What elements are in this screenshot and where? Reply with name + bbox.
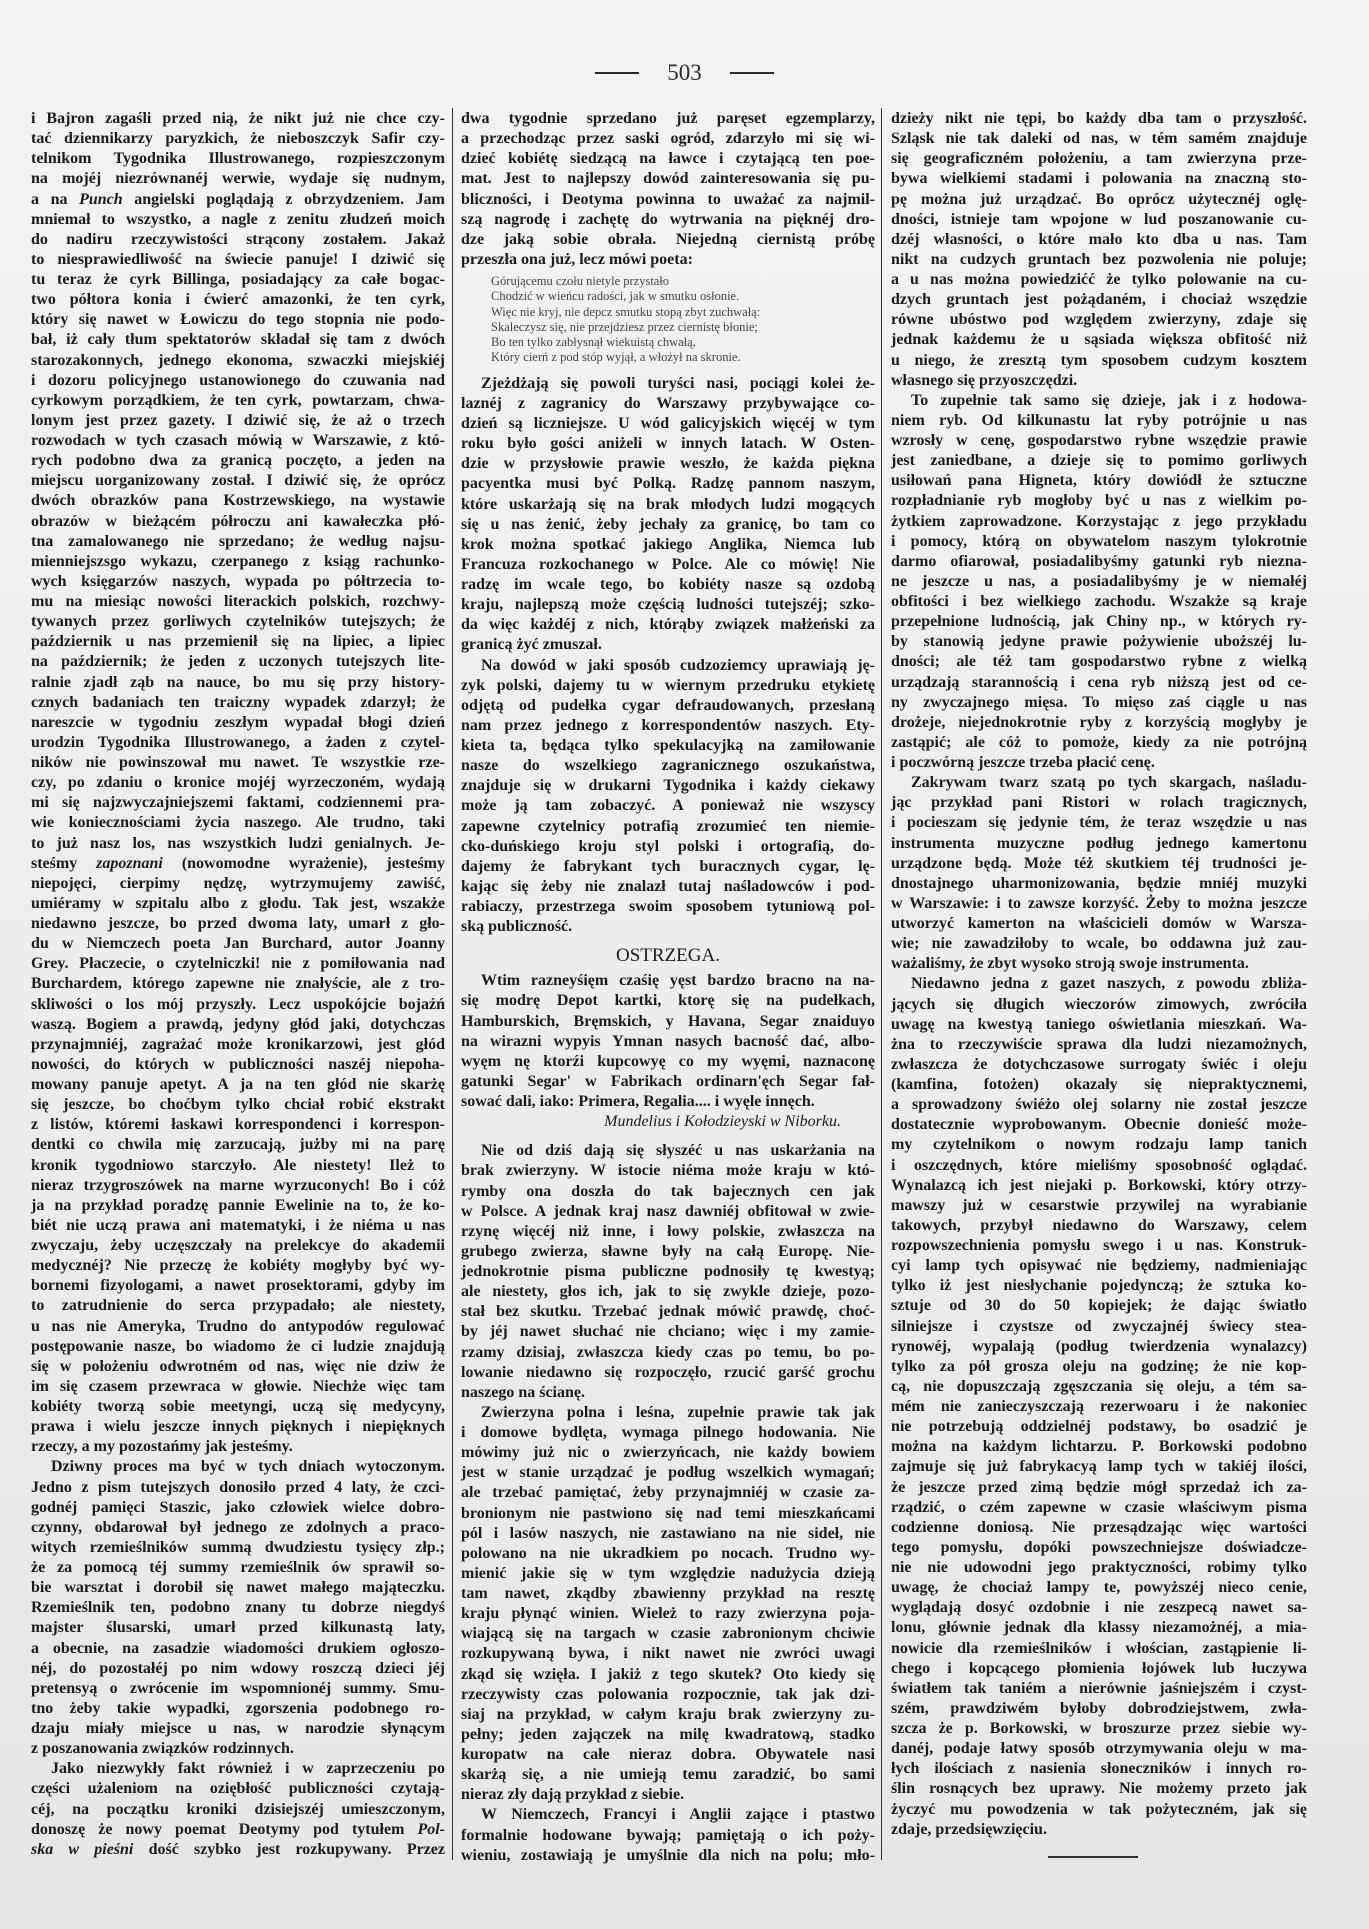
text-segment: donoszę że nowy poemat Deotymy pod tytułem: [31, 1820, 418, 1838]
text-line: Chodzić w wieńcu radości, jak w smutku osłonie.: [491, 289, 740, 304]
article-end-rule: [1048, 1856, 1138, 1858]
text-line: rynowéj, wypalają (podług twierdzenia wynalazcy): [891, 1337, 1307, 1355]
text-line: mi się najzwyczajniejszemi faktami, codziennemi pra-: [31, 794, 445, 812]
text-line: rozpładnianie ryb mogłoby być u nas z wielkim po-: [891, 492, 1307, 510]
text-line: [31, 1840, 445, 1860]
text-line: szą nagrodę i zachętę do wytrwania na pięknéj dro-: [461, 210, 875, 228]
text-line: ralnie zjadł ząb na nauce, bo mu się przy history-: [31, 673, 445, 691]
text-line: dzaju miały miejsce u nas, w narodzie słynącym: [31, 1720, 445, 1737]
text-line: Szląsk nie tak daleki od nas, w tém samém znajduje: [891, 130, 1307, 148]
text-line: na październik; że jeden z uczonych tutejszych lite-: [31, 653, 445, 671]
text-line: jest zaniedbane, a dzieje się to pomimo gorliwych: [891, 452, 1307, 470]
text-line: rozwodach w tych czasach mówią w Warszawie, z któ-: [31, 432, 445, 449]
text-line: mienić jakie się w tym względzie nadużycia dzieją: [461, 1564, 875, 1582]
text-segment: steśmy: [31, 854, 97, 872]
text-line: nie nie udowodni jego praktyczności, robimy tylko: [891, 1559, 1307, 1576]
text-line: Jako niezwykły fakt również i w zaprzeczeniu po: [51, 1760, 445, 1778]
paragraph: [461, 971, 875, 1112]
text-line: cyrkowym porządkiem, że ten cyrk, powtarzam, chwa-: [31, 391, 445, 409]
text-line: nasze do wszelkiego zagranicznego oszukaństwa,: [461, 757, 875, 775]
paragraph: [891, 773, 1307, 974]
text-line: i pomocy, którą on obywatelom naszym tylokrotnie: [891, 532, 1307, 550]
text-line: z poszanowania związków rodzinnych.: [31, 1740, 294, 1758]
text-line: two półtora konia i ćwierć amazonki, że ten cyrk,: [31, 291, 445, 309]
text-line: Zakrywam twarz szatą po tych skargach, naśladu-: [911, 774, 1307, 792]
text-line: dności, istnieje tam wpojone w lud poszanowanie cu-: [891, 210, 1307, 228]
text-line: ny zwyczajnego mięsa. To mięso zaś ciągle u nas: [891, 693, 1307, 711]
text-line: mówimy już nic o zwierzyńcach, nie każdy bowiem: [461, 1444, 875, 1462]
text-line: silniejsze i czystsze od zwyczajnéj świecy stea-: [891, 1317, 1307, 1335]
text-line: mat. Jest to najlepszy dowód zainteresowania się pu-: [461, 170, 875, 188]
text-line: części użaleniom na oziębłość publiczności czytają-: [31, 1780, 445, 1798]
column-divider: [452, 108, 453, 1860]
text-line: zkąd się wzięła. I jakiż z tego skutek? Oto kiedy się: [461, 1665, 875, 1683]
text-line: sować dali, iako: Primera, Regalia.... i wyęle innęch.: [461, 1093, 815, 1111]
text-line: granicą żyć zmuszał.: [461, 636, 602, 654]
text-line: czynny, obdarował był jednego ze zdolnych a praco-: [31, 1518, 445, 1536]
text-line: i oszczędnych, które mieliśmy sposobność oglądać.: [891, 1156, 1307, 1174]
text-line: usiłowań pana Higneta, który dowiódł że sztuczne: [891, 472, 1307, 490]
text-line: tylko iż jest niesłychanie pojedynczą; że sztuka ko-: [891, 1277, 1307, 1295]
text-line: wie koniecznościami życia naszego. Ale trudno, taki: [31, 814, 445, 832]
text-line: codzienne doniosą. Nie przesądzając więc wartości: [891, 1518, 1307, 1536]
text-line: umiéramy w szpitalu albo z głodu. Tak jest, wszakże: [31, 894, 445, 912]
text-line: i dozoru policyjnego ustanowionego do czuwania nad: [31, 371, 445, 389]
text-line: urządzone będą. Może téż skutkiem téj trudności je-: [891, 854, 1307, 872]
text-line: własnego się przyoszczędzi.: [891, 371, 1078, 389]
text-line: lowanie niedawno się rozpoczęło, rzucić garść grochu: [461, 1363, 875, 1381]
text-line: W Niemczech, Francyi i Anglii zające i ptastwo: [481, 1806, 875, 1824]
header-dash-left: [595, 72, 639, 74]
text-line: miejscu uorganizowany został. I dziwić się, że oprócz: [31, 472, 445, 490]
text-line: a sprowadzony świéżo olej solarny nie został jeszcze: [891, 1096, 1307, 1114]
text-line: krok można spotkać jakiego Anglika, Niemca lub: [461, 535, 875, 553]
text-line: kobiéty tworzą sobie meetyngi, uczą się medycyny,: [31, 1398, 445, 1415]
text-line: To zupełnie tak samo się dzieje, jak i z hodowa-: [911, 391, 1307, 409]
text-line: brak zwierzyny. W istocie niéma może kraju w któ-: [461, 1162, 875, 1180]
text-line: rzeczywisty czas polowania rozpocznie, tak jak dzi-: [461, 1685, 875, 1703]
text-line: zapewne czytelnicy potrafią zrozumieć ten niemie-: [461, 817, 875, 835]
text-line: mienniejszsgo wykazu, czerpanego z ksiąg rachunko-: [31, 552, 445, 570]
text-line: dzieć kobiétę siedzącą na ławce i czytającą ten poe-: [461, 150, 875, 168]
text-line: że jeszcze przed zimą będzie mógł sprzedaż ich za-: [891, 1478, 1307, 1496]
text-line: który się nawet w Łowiczu do tego stopnia nie podo-: [31, 311, 445, 329]
text-line: światłem tak taniém a nierównie jaśniejszém i czyst-: [891, 1679, 1307, 1697]
text-line: żna to rzeczywiście sprawa dla ludzi niezamożnych,: [891, 1035, 1307, 1053]
text-line: Francuza rozkochanego w Polce. Ale co mówię! Nie: [461, 555, 875, 573]
text-line: by jéj nawet słuchać nie chciano; więc i my zamie-: [461, 1323, 875, 1341]
text-line: w Warszawie: i to zawsze korzyść. Żeby to można jeszcze: [891, 894, 1307, 912]
text-line: nieraz zły dają przykład z siebie.: [461, 1786, 685, 1804]
text-line: naszego na ścianę.: [461, 1383, 585, 1401]
text-line: cko-duńskiego kroju styl polski i ortografią, do-: [461, 837, 875, 855]
text-line: rozkupywaną bywa, i nikt nawet nie zwróci uwagi: [461, 1645, 875, 1663]
text-line: lonu, głównie jednak dla klassy niezamożnéj, a mia-: [891, 1619, 1307, 1637]
text-line: życzyć mu powodzenia w tak pożyteczném, jak się: [891, 1800, 1307, 1818]
text-line: i poczwórną jeszcze trzeba płacić cenę.: [891, 754, 1155, 771]
text-line: z listów, któremi łaskawi korrespondenci i korrespon-: [31, 1116, 445, 1134]
text-line: zwyczaju, żeby uczęszczały na prelekcye do akademii: [31, 1237, 445, 1254]
text-line: tno żeby takie wypadki, zgorszenia podobnego ro-: [31, 1699, 445, 1717]
text-line: mawszy już w cesarstwie przywilej na wyrabianie: [891, 1196, 1307, 1214]
text-line: Wtim razneyśięm czaśię yęst bardzo bracno na na-: [481, 972, 875, 990]
text-line: do nadiru rzeczywistości strącony zostałem. Jakaż: [31, 230, 445, 248]
text-line: przeszła ona już, lecz mówi poeta:: [461, 250, 693, 268]
text-line: telnikom Tygodnika Illustrowanego, rozpieszczonym: [31, 150, 445, 168]
text-line: przepełnione ludnością, jak Chiny np., w których ry-: [891, 613, 1307, 631]
text-line: nowicie dla rzemieślników i włościan, zastąpienie li-: [891, 1639, 1307, 1657]
text-line: dzych gruntach jest pożądaném, i chociaż wszędzie: [891, 291, 1307, 309]
text-line: zajmuje się już fabrykacyą lamp tych w takiéj ilości,: [891, 1458, 1307, 1476]
text-line: bie warsztat i dorobił się nawet małego mająteczku.: [31, 1579, 445, 1597]
text-line: ja na przykład poradzę pannie Ewelinie na to, że ko-: [31, 1196, 445, 1214]
text-line: jąc przykład pani Ristori w rolach tragicznych,: [891, 794, 1307, 812]
text-line: szém, prawdziwém byłoby dobrodziejstwem, zwła-: [891, 1699, 1307, 1717]
text-line: Nie od dziś dają się słyszéć u nas uskarżania na: [481, 1142, 875, 1160]
text-line: Dziwny proces ma być w tych dniach wytoczonym.: [51, 1458, 445, 1476]
text-line: i pocieszam się jedynie tém, że teraz wszędzie u nas: [891, 814, 1307, 832]
section-heading: [461, 941, 875, 971]
text-line: kronik tygodniowo starczyło. Ale niestety! Ileż to: [31, 1156, 445, 1174]
text-line: a u nas można powiedzićć że tylko polowanie na cu-: [891, 271, 1307, 288]
text-line: pacyentka musi być Polką. Radzę pannom naszym,: [461, 475, 875, 493]
text-line: rzeczy, a my pozostańmy jak jesteśmy.: [31, 1438, 293, 1456]
text-line: gatunki Segar' w Fabrikach ordinarn'ęch Segar fał-: [461, 1072, 875, 1090]
text-line: dostatecznie wyprobowanym. Obecnie donieść może-: [891, 1116, 1307, 1134]
text-line: Który cierń z pod stóp wyjął, a włożył na skronie.: [491, 350, 741, 365]
text-segment: (nowomodne wyrażenie), jesteśmy: [162, 854, 446, 872]
text-line: dności; ale téż tam gospodarstwo rybne z wielką: [891, 653, 1307, 671]
text-line: siaj na przykład, w całym kraju brak zwierzyny zu-: [461, 1705, 875, 1723]
text-line: niepojęci, cierpimy nędzę, wytrzymujemy zawiść,: [31, 874, 445, 892]
text-line: ale trzebać pamiętać, żeby przynajmniéj w czasie za-: [461, 1484, 875, 1502]
text-line: nie potrzebują oddzielnéj podstawy, bo osadzić je: [891, 1418, 1307, 1436]
text-line: niedawno jeszcze, bo przed dwoma laty, umarł z gło-: [31, 915, 445, 932]
text-line: cznych badaniach ten traiczny wypadek zdarzył; że: [31, 693, 445, 711]
text-line: się u nas żenić, żeby jechały za granicę, bo tam co: [461, 515, 875, 533]
text-line: rozpowszechnienia pomysłu swego i u nas. Konstruk-: [891, 1237, 1307, 1254]
text-line: skliwości o los mój przyszły. Lecz uspokójcie bojaźń: [31, 995, 445, 1013]
text-line: pól i lasów naszych, nie zastawiano na nie sideł, nie: [461, 1524, 875, 1542]
text-line: Zjeżdżają się powoli turyści nasi, pociągi kolei że-: [481, 374, 875, 392]
text-line: wie; nie zawadziłoby to wcale, bo oddawna już zau-: [891, 935, 1307, 953]
text-line: bywa wielkiemi stadami i polowania na znaczną sto-: [891, 170, 1307, 188]
text-line: kając się żeby nie znalazł tutaj naśladowców i pod-: [461, 877, 875, 895]
text-line: żytkiem zaprowadzone. Korzystając z jego przykładu: [891, 512, 1307, 530]
text-line: bronionym nie pastwiono się nad temi mieszkańcami: [461, 1504, 875, 1522]
text-line: jednak każdemu że u sąsiada większa obfitość niż: [891, 331, 1307, 349]
text-line: Burchardem, którego zapewne nie znałyście, ale z tro-: [31, 975, 445, 993]
text-line: dzieży nikt nie tępi, bo każdy dba tam o przyszłość.: [891, 110, 1307, 127]
text-line: biét nie uczą prawa ani matematyki, i że niéma u nas: [31, 1216, 445, 1234]
text-line: ne jeszcze u nas, a posiadalibyśmy je w niemałéj: [891, 572, 1307, 590]
text-line: postępowanie nasze, bo wiadomo że ci ludzie znajdują: [31, 1337, 445, 1355]
text-line: u niego, że zresztą tym sposobem cudzym kosztem: [891, 351, 1307, 369]
signature: [461, 1112, 875, 1132]
text-line: by stanowią jedyne prawie pożywienie uboższéj lu-: [891, 633, 1307, 651]
text-line: my czytelnikom o nowym rodzaju lamp tanich: [891, 1136, 1307, 1154]
text-line: Zwierzyna polna i leśna, zupełnie prawie tak jak: [481, 1403, 875, 1421]
text-line: ważaliśmy, że zbyt wysoko stroją swoje instrumenta.: [891, 955, 1249, 973]
text-line: Wynalazcą ich jest niejaki p. Borkowski, który otrzy-: [891, 1176, 1307, 1194]
text-line: nikt na cudzych gruntach bez pozwolenia nie poluje;: [891, 250, 1307, 268]
text-line: obrazów w bieżącém półroczu ani kawałeczka płó-: [31, 512, 445, 530]
column-divider: [881, 108, 882, 1860]
paragraph: [31, 109, 445, 1457]
text-line: waszą. Bogiem a prawdą, jedyny głód jaki, dotychczas: [31, 1015, 445, 1033]
text-line: odjętą od pudełka cygar defraudowanych, przesłaną: [461, 696, 875, 714]
text-line: uwagę, że chociaż lampy te, powyższéj nieco cenie,: [891, 1579, 1307, 1597]
text-line: jących się długich wieczorów zimowych, zwróciła: [891, 995, 1307, 1013]
text-line: tego pomysłu, dopóki powszechniejsze doświadcze-: [891, 1538, 1307, 1556]
text-line: sztuje od 30 do 50 kopiejek; że dając światło: [891, 1297, 1307, 1315]
text-line: Jedno z pism tutejszych donosiło przed 4 laty, że czci-: [31, 1478, 445, 1496]
paragraph: [891, 974, 1307, 1839]
text-line: Więc nie kryj, nie depcz smutku stopą zbyt zuchwałą:: [491, 304, 761, 319]
text-line: można na każdym lichtarzu. P. Borkowski podobno: [891, 1438, 1307, 1456]
text-line: październik u nas przemienił się na lipiec, a lipiec: [31, 633, 445, 651]
text-line: łych ilościach z nasienia słoneczników i innych ro-: [891, 1760, 1307, 1778]
text-line: Niedawno jedna z gazet naszych, z powodu zbliża-: [911, 975, 1307, 993]
text-line: dentki co chwila mię zarzucają, jużby mi na parę: [31, 1136, 445, 1154]
text-line: néj, do pozostałéj po nim wdowy roszczą dzieci jéj: [31, 1659, 445, 1677]
text-line: bornemi fizyologami, a nawet prosektorami, gdyby im: [31, 1277, 445, 1295]
page-header: [0, 60, 1369, 88]
paragraph: [891, 109, 1307, 391]
text-line: się w położeniu odwrotném od nas, więc nie dziw że: [31, 1357, 445, 1375]
text-line: zwłaszcza że dotychczasowe surrogaty świéc i oleju: [891, 1055, 1307, 1073]
text-line: cyi lamp tych opisywać nie będziemy, nadmieniając: [891, 1257, 1307, 1275]
text-line: lonym jest przez gazety. I dziwić się, że aż o trzech: [31, 411, 445, 429]
text-line: Górującemu czołu nietyle przystało: [491, 274, 670, 288]
column-2: [461, 109, 875, 1866]
text-segment: a na: [31, 190, 80, 208]
text-line: a przechodząc przez saski ogród, zdarzyło mi się wi-: [461, 130, 875, 148]
text-line: [31, 1820, 445, 1840]
text-line: polowano na nie ukradkiem po nocach. Trudno wy-: [461, 1544, 875, 1562]
text-line: wyglądają dosyć ozdobnie i nie zeszpecą nawet sa-: [891, 1599, 1307, 1617]
text-line: dzie w przysłowie prawie weszło, że każda piękna: [461, 455, 875, 473]
text-line: majster ślusarski, umarł przed kilkunastą laty,: [31, 1619, 445, 1637]
text-line: starozakonnych, jednego ekonoma, szwaczki miejskiéj: [31, 351, 445, 369]
text-line: to niesprawiedliwość na świecie panuje! I dziwić się: [31, 250, 445, 268]
text-line: darmo ofiarował, posiadalibyśmy gatunki ryb niezna-: [891, 552, 1307, 570]
text-line: rzamy dzisiaj, zwłaszcza kiedy czas po temu, bo po-: [461, 1343, 875, 1361]
text-line: wiającą się na targach w czasie zabronionym chciwie: [461, 1625, 875, 1643]
text-line: zyk polski, dajemy tu w wiernym przedruku etykietę: [461, 676, 875, 694]
text-line: dnostajnego uharmonizowania, będzie mniéj muzyki: [891, 874, 1307, 892]
paragraph: [461, 109, 875, 270]
text-line: szcza że p. Borkowski, w broszurze przez siebie wy-: [891, 1720, 1307, 1737]
text-line: zdaje, przedsięwzięciu.: [891, 1820, 1047, 1838]
text-line: pę można już urządzać. Bo oprócz użytecznéj oglę-: [891, 190, 1307, 208]
paragraph: [461, 656, 875, 938]
text-line: Mundelius i Kołodzieyski w Niborku.: [604, 1113, 841, 1131]
text-line: to już nasz los, nas wszystkich ludzi genialnych. Je-: [31, 834, 445, 852]
text-line: kraju płynąć winien. Wieleż to razy zwierzyna poja-: [461, 1605, 875, 1623]
text-line: grubego zwierza, sławne były na całą Europę. Nie-: [461, 1242, 875, 1260]
text-line: formalnie hodowane bywają; pamiętają o ich poży-: [461, 1826, 875, 1844]
text-line: tna zamalowanego nie sprzedano; że według najsu-: [31, 532, 445, 550]
paragraph: [461, 1403, 875, 1806]
text-line: [31, 190, 445, 210]
text-line: wyęm nę ktorźi kupcowyę co my wyęmi, naznaconę: [461, 1052, 875, 1070]
text-line: dwóch obrazków pana Kostrzewskiego, na wystawie: [31, 492, 445, 510]
text-line: skarżą się, a nie umieją temu zaradzić, bo sami: [461, 1766, 875, 1784]
text-line: znajduje się w drukarni Tygodnika i każdy ciekawy: [461, 777, 875, 795]
text-line: tylko za pół grosza oleju na godzinę; że nie kop-: [891, 1357, 1307, 1375]
text-line: ślin rosnących bez uprawy. Nie możemy przeto jak: [891, 1780, 1307, 1798]
text-line: nareszcie w tygodniu zeszłym wypadał błogi dzień: [31, 713, 445, 731]
text-line: ników nie powinszował mu nawet. Te wszystkie rze-: [31, 754, 445, 771]
paragraph: [31, 1759, 445, 1860]
text-line: się jeszcze, bo choćbym tylko chciał robić ekstrakt: [31, 1096, 445, 1114]
text-line: rabiaczy, przestrzega swoim sposobem tytuniową pol-: [461, 898, 875, 916]
text-line: im się czasem przewraca w głowie. Niechże więc tam: [31, 1377, 445, 1395]
column-1: [31, 109, 445, 1860]
text-line: równe ubóstwo pod względem zwierzyny, zdaje się: [891, 311, 1307, 329]
text-line: kuropatw na całe nieraz dobra. Obywatele nasi: [461, 1746, 875, 1764]
text-line: pełny; jeden zajączek na milę kwadratową, stadko: [461, 1725, 875, 1743]
text-line: nowości, do których w publiczności naszéj niepoha-: [31, 1055, 445, 1073]
text-line: zastąpić; ale cóż to pomoże, kiedy za nie potrójną: [891, 733, 1307, 751]
text-line: a obecnie, na zasadzie wiadomości drukiem ogłoszo-: [31, 1639, 445, 1657]
text-line: na mojéj niezrównanéj werwie, wydaje się nudnym,: [31, 170, 445, 188]
text-segment: dość szybko jest rozkupywany. Przez: [133, 1840, 446, 1858]
text-line: niem ryb. Od kilkunastu lat ryby potrójnie u nas: [891, 411, 1307, 429]
text-line: może ją tam zobaczyć. A ponieważ nie wszyscy: [461, 797, 875, 815]
text-line: nieraz trzygroszówek na marne wyrzuconych! Bo i cóż: [31, 1176, 445, 1194]
text-line: urodzin Tygodnika Illustrowanego, a żaden z czytel-: [31, 733, 445, 751]
text-line: bliczności, i Deotyma powinna to uważać za najmil-: [461, 190, 875, 208]
text-line: Na dowód w jaki sposób cudzoziemcy uprawiają ję-: [481, 656, 875, 674]
text-line: dzień są liczniejsze. U wód galicyjskich więcéj w tym: [461, 415, 875, 433]
text-line: urządzają starannością i cena ryb niższą jest od ce-: [891, 673, 1307, 691]
text-line: czy, po zdaniu o kronice mojéj wyrzeczoném, wydają: [31, 774, 445, 792]
header-dash-right: [730, 72, 774, 74]
text-line: radzę im wcale tego, bo kobiéty nasze są ozdobą: [461, 576, 875, 594]
text-line: wieniu, zostawiają je umyślnie dla nich na polu; mło-: [461, 1846, 875, 1864]
text-line: jednokrotnie pisma publiczne podnosiły tę kwestyą;: [461, 1263, 875, 1281]
text-line: chego i kopcącego płomienia łojówek lub łuczywa: [891, 1659, 1307, 1677]
text-line: mniemał to wszystko, a nagle z zenitu złudzeń moich: [31, 210, 445, 228]
text-line: godnéj pamięci Staszic, jako człowiek wielce dobro-: [31, 1498, 445, 1516]
italic-title: Pol-: [417, 1820, 445, 1838]
paragraph: [461, 1141, 875, 1403]
text-segment: angielski poglądają z obrzydzeniem. Jam: [122, 190, 446, 208]
text-line: laznéj z zagranicy do Warszawy przybywające co-: [461, 394, 875, 412]
text-line: rzynę więcéj niż inne, i łowy polskie, zwłaszcza na: [461, 1222, 875, 1240]
text-line: mu na miesiąc nowości literackich polskich, rozchwy-: [31, 593, 445, 610]
text-line: jest w stanie urządzać je podług wszelkich wymagań;: [461, 1464, 875, 1482]
text-line: tać dziennikarzy paryzkich, że nieboszczyk Safir czy-: [31, 130, 445, 148]
text-line: wych księgarzów naszych, wypada po półtrzecia to-: [31, 572, 445, 590]
paragraph: [891, 391, 1307, 773]
text-line: na wirazni wypyis Ymnan nasych bacność dać, albo-: [461, 1032, 875, 1050]
text-line: mowany panuje apetyt. A ja na ten głód nie skarżę: [31, 1076, 445, 1093]
paragraph: [31, 1457, 445, 1759]
text-line: pretensyą o zwrócenie im wspomnionéj summy. Smu-: [31, 1679, 445, 1697]
text-line: [31, 854, 445, 874]
text-line: (kamfina, fotożen) okazały się niepraktycznemi,: [891, 1076, 1307, 1093]
text-line: utworzyć kamerton na właścicieli domów w Warsza-: [891, 915, 1307, 932]
text-line: céj, na początku kroniki dzisiejszéj umieszczonym,: [31, 1800, 445, 1818]
italic-title: zapoznani: [96, 854, 163, 872]
paragraph: [461, 1805, 875, 1865]
text-line: kieta ta, będąca tylko spekulacyjką na zamiłowanie: [461, 737, 875, 755]
text-line: takowych, przybył niedawno do Warszawy, celem: [891, 1216, 1307, 1234]
text-line: tu teraz że cyrk Billinga, posiadający za całe bogac-: [31, 271, 445, 288]
text-line: to zatrudnienie do serca przypadało; ale niestety,: [31, 1297, 445, 1315]
text-line: się modrę Depot kartki, ktorę się na pudełkach,: [461, 992, 875, 1010]
text-line: cą, nie dopuszczają zgęszczania się oleju, a tém sa-: [891, 1377, 1307, 1395]
text-line: bał, iż cały tłum spektatorów składał się tam z dwóch: [31, 331, 445, 349]
text-line: ską publiczność.: [461, 918, 573, 936]
column-3: [891, 109, 1307, 1840]
text-line: stał bez skutku. Trzebać jednak mówić prawdę, choć-: [461, 1303, 875, 1321]
text-line: że za pomocą téj summy rzemieślnik ów sprawił so-: [31, 1559, 445, 1576]
text-line: instrumenta muzyczne podług jednego kamertonu: [891, 834, 1307, 852]
text-line: które uskarżają się na brak młodych ludzi mogących: [461, 495, 875, 513]
italic-title: ska w pieśni: [31, 1840, 134, 1858]
text-line: u nas nie Ameryka, Trudno do antypodów regulować: [31, 1317, 445, 1335]
text-line: Hamburskich, Bręmskich, y Havana, Segar znaiduyo: [461, 1012, 875, 1030]
text-line: dze jaką sobie obrała. Niejedną ciernistą próbę: [461, 230, 875, 248]
text-line: obfitości i bez wielkiego zachodu. Wszakże są kraje: [891, 593, 1307, 610]
text-line: i domowe bydlęta, wymaga pilnego hodowania. Nie: [461, 1424, 875, 1442]
text-line: rymby ona doszła do tak bajecznych cen jak: [461, 1182, 875, 1200]
text-line: danéj, podaje łatwy sposób otrzymywania oleju w ma-: [891, 1740, 1307, 1758]
text-line: Skaleczysz się, nie przejdziesz przez ciernistę błonie;: [491, 319, 758, 334]
text-line: da więc każdéj z nich, którąby związek małżeński za: [461, 616, 875, 634]
page-number: 503: [667, 60, 702, 85]
paragraph: [461, 374, 875, 656]
text-line: prawa i wielu jeszcze innych pięknych i niepięknych: [31, 1418, 445, 1436]
text-line: tywanych przez gorliwych czytelników tutejszych; że: [31, 613, 445, 631]
poem-quote: [461, 274, 875, 366]
text-line: Grey. Płaczecie, o czytelniczki! nie z pomiłowania nad: [31, 955, 445, 973]
text-line: mém nie zanieczyszczają rezerwoaru i że nakoniec: [891, 1398, 1307, 1415]
text-line: Bo ten tylko zabłysnął wiekuistą chwałą,: [491, 335, 696, 350]
text-line: medycznéj? Nie przeczę że kobiéty mogłyby być wy-: [31, 1257, 445, 1275]
text-line: i Bajron zagaśli przed nią, że nikt już nie chce czy-: [31, 110, 445, 127]
text-line: się geograficzném położeniu, a tam zwierzyna prze-: [891, 150, 1307, 168]
text-line: w Polsce. A jednak kraj nasz dawniéj obfitował w zwie-: [461, 1202, 875, 1220]
text-line: rych podobno dwa za granicą poczęto, a jeden na: [31, 452, 445, 470]
text-line: przynajmniéj, zagrażać może kronikarzowi, jest głód: [31, 1035, 445, 1053]
text-line: wzrosły w cenę, gospodarstwo rybne wszędzie prawie: [891, 432, 1307, 449]
text-line: Rzemieślnik ten, podobno znany tu dobrze niegdyś: [31, 1599, 445, 1617]
text-line: kraju, najlepszą może częścią ludności tutejszéj; szko-: [461, 596, 875, 614]
text-line: roku było gości aniżeli w innych latach. W Osten-: [461, 435, 875, 453]
text-line: ale niestety, głos ich, jak to się zwykle dzieje, pozo-: [461, 1283, 875, 1301]
text-line: rządzić, o czém zapewne w czasie właściwym pisma: [891, 1498, 1307, 1516]
text-line: du w Niemczech poeta Jan Burchard, autor Joanny: [31, 935, 445, 953]
italic-title: Punch: [79, 190, 123, 208]
text-line: nam przez jednego z korrespondentów naszych. Ety-: [461, 716, 875, 734]
text-line: OSTRZEGA.: [616, 945, 720, 967]
text-line: dzéj własności, o które mało kto dba u nas. Tam: [891, 230, 1307, 248]
text-line: drożeje, niejednokrotnie ryby z korzyścią mogłyby je: [891, 713, 1307, 731]
text-line: witych rzemieślników summą dwudziestu tysięcy złp.;: [31, 1538, 445, 1556]
text-line: dwa tygodnie sprzedano już paręset egzemplarzy,: [461, 110, 875, 127]
text-line: uwagę na kwestyą taniego oświetlania mieszkań. Wa-: [891, 1015, 1307, 1033]
text-line: dajemy że fabrykant tych buracznych cygar, lę-: [461, 857, 875, 875]
text-line: tam nawet, zkądby zbawienny przykład na resztę: [461, 1585, 875, 1603]
